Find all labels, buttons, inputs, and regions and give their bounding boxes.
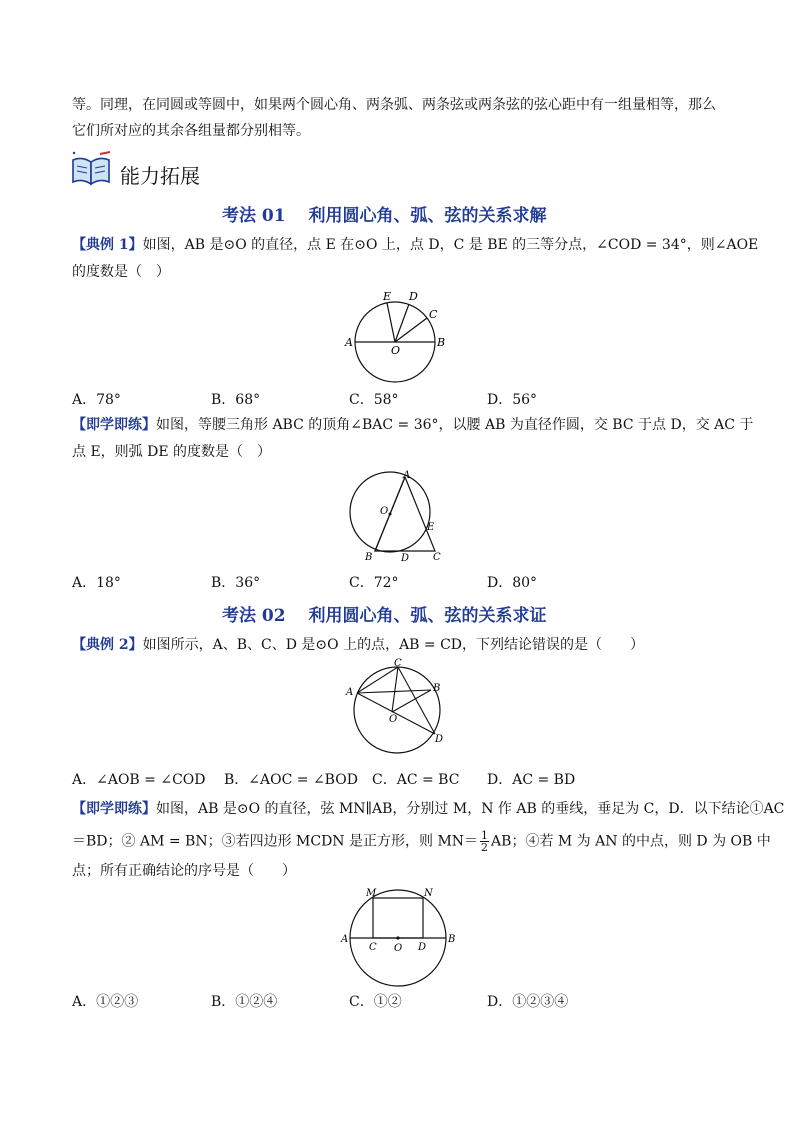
ex1-option-b[interactable]: B．68° — [211, 392, 261, 408]
fig3-label-d: D — [435, 734, 444, 745]
ex2-tag: 【典例 2】 — [72, 637, 143, 653]
fig1-label-o: O — [391, 344, 401, 357]
prac1-option-a[interactable]: A．18° — [72, 575, 121, 591]
fig4-label-d: D — [418, 942, 427, 953]
ex2-option-d[interactable]: D．AC = BD — [487, 772, 576, 788]
fig1-label-e: E — [383, 290, 392, 303]
figure-1-circle-diagram — [345, 290, 455, 370]
prac1-tag: 【即学即练】 — [72, 417, 156, 433]
prac1-option-b[interactable]: B．36° — [211, 575, 261, 591]
prac1-text-1: 如图，等腰三角形 ABC 的顶角∠BAC = 36°，以腰 AB 为直径作圆，交 BC 于点 D，交 AC 于 — [156, 417, 754, 433]
prac2-option-a[interactable]: A．①②③ — [72, 994, 139, 1010]
fig3-label-c: C — [394, 658, 402, 669]
fig4-label-c: C — [369, 942, 377, 953]
fig1-label-c: C — [429, 308, 438, 321]
ex1-line-2: 的度数是（ ） — [72, 264, 170, 280]
method2-title: 考法 02 利用圆心角、弧、弦的关系求证 — [222, 606, 547, 626]
ex1-text-1: 如图，AB 是⊙O 的直径，点 E 在⊙O 上，点 D，C 是 BE 的三等分点，∠COD = 34°，则∠AOE — [142, 237, 759, 253]
ex2-text-1: 如图所示，A、B、C、D 是⊙O 上的点，AB = CD，下列结论错误的是（ ） — [142, 637, 645, 653]
prac2-line-3: 点；所有正确结论的序号是（ ） — [72, 863, 296, 879]
prac2-text-2b: AB；④若 M 为 AN 的中点，则 D 为 OB 中 — [491, 833, 771, 850]
fraction-numerator: 1 — [481, 829, 489, 842]
fig4-label-m: M — [366, 888, 377, 899]
prac2-line-1 — [72, 799, 784, 819]
intro-line-1: 等。同理，在同圆或等圆中，如果两个圆心角、两条弧、两条弦或两条弦的弦心距中有一组量相等，那么 — [72, 97, 716, 113]
fig2-label-a: A — [403, 470, 411, 481]
prac2-line-2 — [72, 830, 771, 853]
figure-2-triangle-circle — [345, 470, 455, 565]
intro-line-2: 它们所对应的其余各组量都分别相等。 — [72, 123, 310, 139]
fig2-label-b: B — [365, 552, 373, 563]
fig1-label-d: D — [409, 290, 418, 303]
figure-3-star-circle — [345, 660, 455, 755]
fig3-label-o: O — [389, 714, 398, 725]
fraction-one-half — [480, 830, 489, 853]
fig4-label-n: N — [424, 888, 433, 899]
fig2-label-d: D — [401, 553, 410, 564]
ex2-line-1 — [72, 635, 644, 655]
prac2-option-d[interactable]: D．①②③④ — [487, 994, 569, 1010]
fig1-label-b: B — [437, 336, 446, 349]
ex1-option-c[interactable]: C．58° — [349, 392, 399, 408]
prac2-text-2a: ＝BD；② AM = BN；③若四边形 MCDN 是正方形，则 MN＝ — [72, 833, 479, 850]
fig1-label-a: A — [345, 336, 353, 349]
fig2-label-c: C — [433, 552, 441, 563]
fraction-denominator: 2 — [481, 841, 489, 854]
fig4-label-o: O — [394, 943, 403, 954]
prac1-option-d[interactable]: D．80° — [487, 575, 538, 591]
prac1-line-2: 点 E，则弧 DE 的度数是（ ） — [72, 444, 272, 460]
ex2-option-a[interactable]: A．∠AOB = ∠COD — [72, 772, 206, 788]
prac2-option-b[interactable]: B．①②④ — [211, 994, 278, 1010]
fig2-label-e: E — [427, 522, 435, 533]
prac1-line-1 — [72, 415, 753, 435]
fig3-label-b: B — [433, 683, 441, 694]
method1-title: 考法 01 利用圆心角、弧、弦的关系求解 — [222, 206, 547, 226]
ex2-option-b[interactable]: B．∠AOC = ∠BOD — [224, 772, 358, 788]
prac1-option-c[interactable]: C．72° — [349, 575, 399, 591]
ex1-option-d[interactable]: D．56° — [487, 392, 538, 408]
fig4-label-a: A — [341, 934, 349, 945]
prac2-text-1: 如图，AB 是⊙O 的直径，弦 MN∥AB，分别过 M，N 作 AB 的垂线，垂足为 C，D．以下结论①AC — [156, 801, 785, 817]
ex1-tag: 【典例 1】 — [72, 237, 143, 253]
fig3-label-a: A — [346, 687, 354, 698]
prac2-option-c[interactable]: C．①② — [349, 994, 402, 1010]
ex2-option-c[interactable]: C．AC = BC — [372, 772, 460, 788]
fig2-label-o: O — [380, 506, 389, 517]
section-title: 能力拓展 — [120, 164, 200, 188]
ex1-option-a[interactable]: A．78° — [72, 392, 121, 408]
figure-4-square-circle — [340, 885, 460, 985]
fig4-label-b: B — [448, 934, 456, 945]
open-book-icon — [70, 150, 114, 186]
ex1-line-1 — [72, 235, 758, 255]
prac2-tag: 【即学即练】 — [72, 801, 156, 817]
